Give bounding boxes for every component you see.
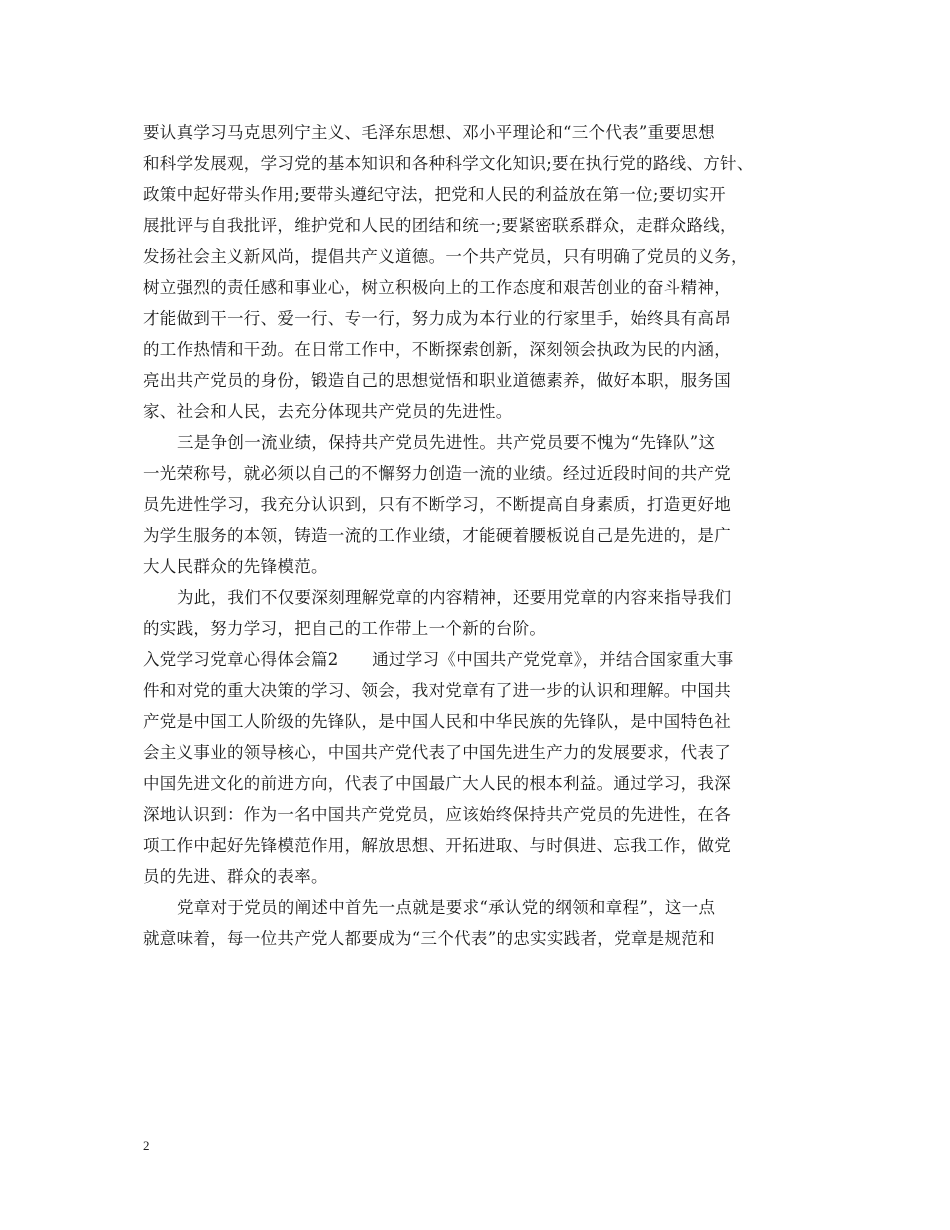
text-line: 的实践，努力学习，把自己的工作带上一个新的台阶。 — [143, 619, 547, 638]
text-line: 亮出共产党员的身份，锻造自己的思想觉悟和职业道德素养，做好本职，服务国 — [143, 371, 731, 390]
text-line: 才能做到干一行、爱一行、专一行，努力成为本行业的行家里手，始终具有高昂 — [143, 309, 731, 328]
text-line: 深地认识到：作为一名中国共产党党员，应该始终保持共产党员的先进性，在各 — [143, 805, 731, 824]
text-line: 和科学发展观，学习党的基本知识和各种科学文化知识;要在执行党的路线、方针、 — [143, 154, 754, 173]
text-line: 发扬社会主义新风尚，提倡共产义道德。一个共产党员，只有明确了党员的义务， — [143, 247, 748, 266]
text-line: 员的先进、群众的表率。 — [143, 867, 328, 886]
text-line: 项工作中起好先锋模范作用，解放思想、开拓进取、与时俱进、忘我工作，做党 — [143, 836, 731, 855]
text-line: 大人民群众的先锋模范。 — [143, 557, 328, 576]
text-line: 家、社会和人民，去充分体现共产党员的先进性。 — [143, 402, 513, 421]
text-line: 就意味着，每一位共产党人都要成为“三个代表”的忠实实践者，党章是规范和 — [143, 929, 715, 948]
text-line: 要认真学习马克思列宁主义、毛泽东思想、邓小平理论和“三个代表”重要思想 — [143, 123, 715, 142]
text-line: 的工作热情和干劲。在日常工作中，不断探索创新，深刻领会执政为民的内涵， — [143, 340, 731, 359]
text-line: 员先进性学习，我充分认识到，只有不断学习，不断提高自身素质，打造更好地 — [143, 495, 731, 514]
text-line: 件和对党的重大决策的学习、领会，我对党章有了进一步的认识和理解。中国共 — [143, 681, 731, 700]
text-line: 中国先进文化的前进方向，代表了中国最广大人民的根本利益。通过学习，我深 — [143, 774, 731, 793]
paragraph-start-line: 为此，我们不仅要深刻理解党章的内容精神，还要用党章的内容来指导我们 — [177, 588, 732, 607]
text-line: 产党是中国工人阶级的先锋队，是中国人民和中华民族的先锋队，是中国特色社 — [143, 712, 731, 731]
text-line: 树立强烈的责任感和事业心，树立积极向上的工作态度和艰苦创业的奋斗精神， — [143, 278, 731, 297]
text-line: 为学生服务的本领，铸造一流的工作业绩，才能硬着腰板说自己是先进的，是广 — [143, 526, 731, 545]
page-number: 2 — [143, 1138, 150, 1153]
section-heading-line: 入党学习党章心得体会篇2 通过学习《中国共产党党章》，并结合国家重大事 — [143, 650, 734, 669]
text-line: 政策中起好带头作用;要带头遵纪守法，把党和人民的利益放在第一位;要切实开 — [143, 185, 726, 204]
paragraph-start-line: 三是争创一流业绩，保持共产党员先进性。共产党员要不愧为“先锋队”这 — [177, 433, 716, 452]
paragraph-start-line: 党章对于党员的阐述中首先一点就是要求“承认党的纲领和章程”，这一点 — [177, 898, 716, 917]
text-line: 展批评与自我批评，维护党和人民的团结和统一;要紧密联系群众，走群众路线， — [143, 216, 737, 235]
body-text — [143, 117, 811, 954]
text-line: 会主义事业的领导核心，中国共产党代表了中国先进生产力的发展要求，代表了 — [143, 743, 731, 762]
text-line: 一光荣称号，就必须以自己的不懈努力创造一流的业绩。经过近段时间的共产党 — [143, 464, 731, 483]
